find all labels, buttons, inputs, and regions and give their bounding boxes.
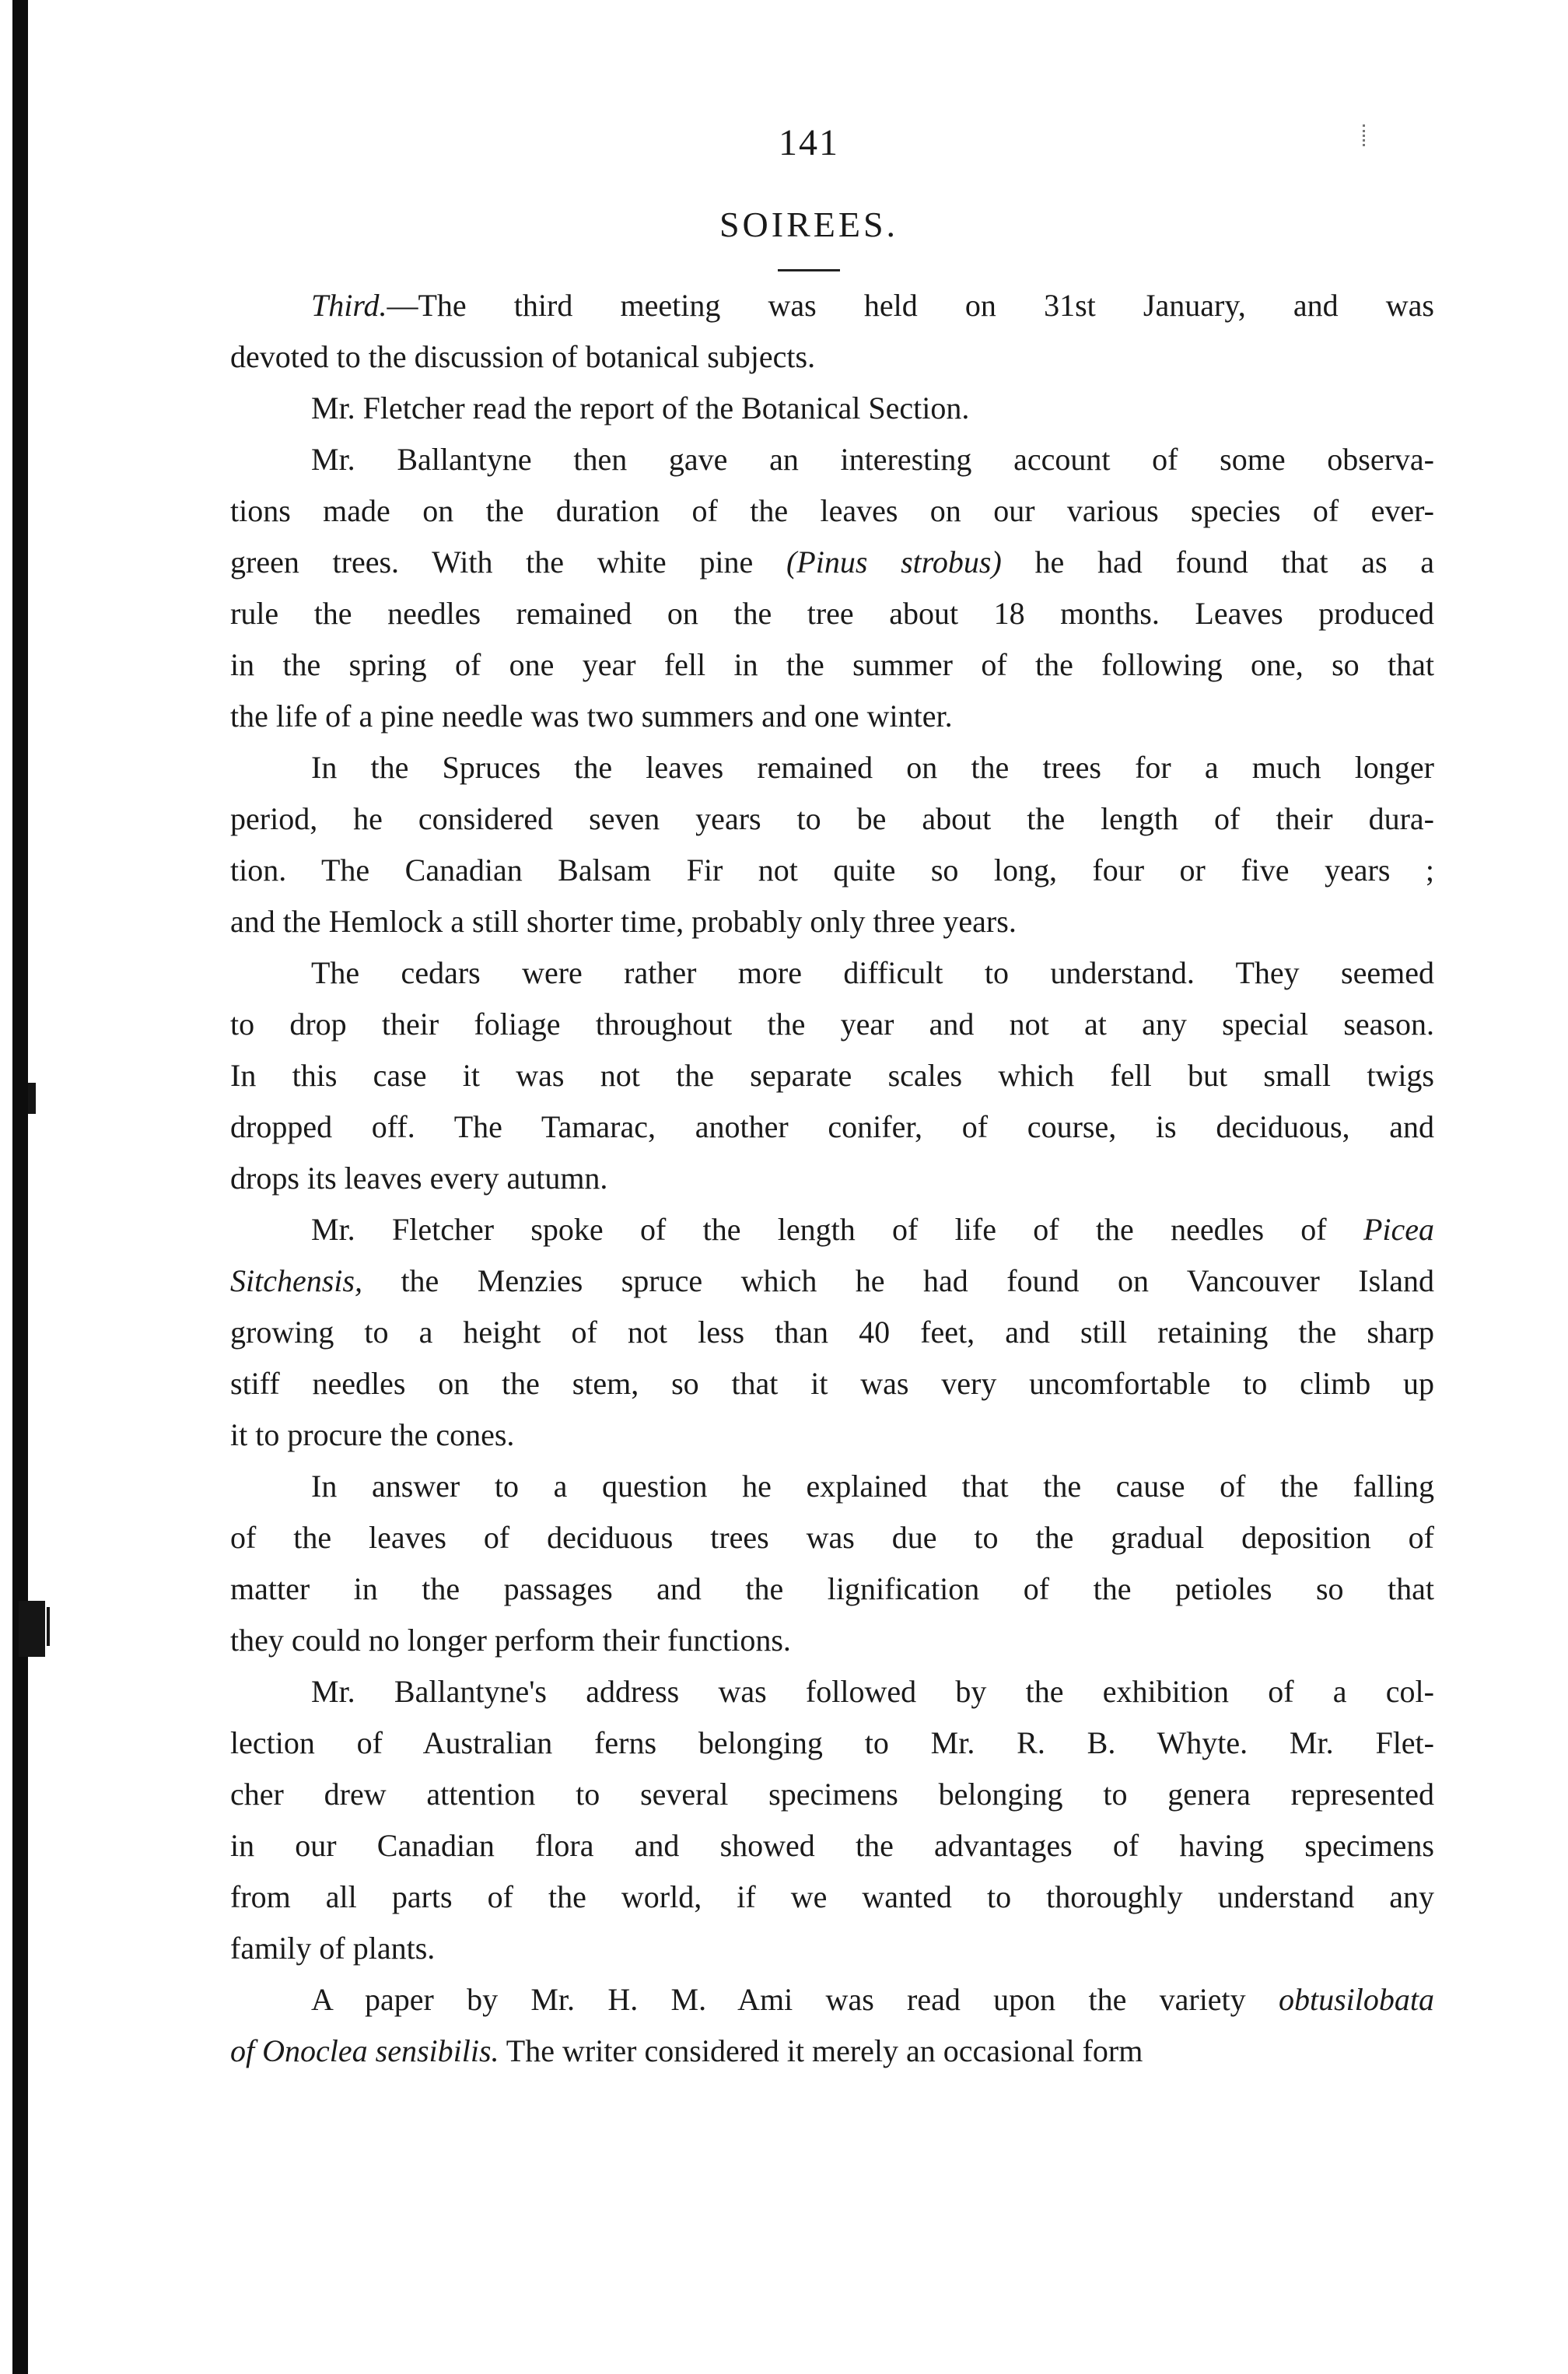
text-line bbox=[230, 1358, 1434, 1409]
text-line bbox=[230, 1153, 1434, 1204]
text-line bbox=[230, 1666, 1434, 1717]
paragraph bbox=[230, 280, 1434, 383]
scan-edge-mark bbox=[28, 1083, 36, 1114]
italic-text: Sitchensis, bbox=[230, 1263, 362, 1298]
text-run: Mr. Ballantyne's address was followed by the exhibition of a col- bbox=[311, 1674, 1434, 1709]
text-line bbox=[230, 331, 1434, 383]
text-line bbox=[230, 434, 1434, 485]
text-line bbox=[230, 742, 1434, 793]
text-line bbox=[230, 383, 1434, 434]
text-run: they could no longer perform their functions. bbox=[230, 1623, 791, 1658]
italic-text: (Pinus strobus) bbox=[786, 544, 1002, 579]
text-run: tions made on the duration of the leaves on our various species of ever- bbox=[230, 493, 1434, 528]
text-run: The cedars were rather more difficult to understand. They seemed bbox=[311, 955, 1434, 990]
text-line bbox=[230, 691, 1434, 742]
text-run: tion. The Canadian Balsam Fir not quite so long, four or five years ; bbox=[230, 853, 1434, 888]
text-run: of the leaves of deciduous trees was due to the gradual deposition of bbox=[230, 1520, 1434, 1555]
text-line bbox=[230, 588, 1434, 639]
section-title: SOIREES. bbox=[719, 205, 899, 244]
page-number: 141 bbox=[779, 122, 839, 163]
text-run: Mr. Fletcher spoke of the length of life of the needles of bbox=[311, 1212, 1363, 1247]
paragraph bbox=[230, 434, 1434, 742]
text-line bbox=[230, 1050, 1434, 1101]
text-run: the life of a pine needle was two summers and one winter. bbox=[230, 699, 953, 734]
text-run: —The third meeting was held on 31st January, and was bbox=[387, 288, 1434, 323]
text-run: in the spring of one year fell in the summer of the following one, so that bbox=[230, 647, 1434, 682]
text-line bbox=[230, 1204, 1434, 1255]
text-run: devoted to the discussion of botanical subjects. bbox=[230, 339, 816, 374]
text-run: rule the needles remained on the tree about 18 months. Leaves produced bbox=[230, 596, 1434, 631]
text-line bbox=[230, 1974, 1434, 2026]
text-run: lection of Australian ferns belonging to Mr. R. B. Whyte. Mr. Flet- bbox=[230, 1725, 1434, 1760]
stray-mark bbox=[1363, 124, 1368, 146]
text-line bbox=[230, 1563, 1434, 1615]
text-line bbox=[230, 1717, 1434, 1769]
text-line bbox=[230, 1101, 1434, 1153]
paragraph bbox=[230, 947, 1434, 1204]
text-run: A paper by Mr. H. M. Ami was read upon the variety bbox=[311, 1982, 1279, 2017]
text-run: and the Hemlock a still shorter time, probably only three years. bbox=[230, 904, 1017, 939]
paragraph bbox=[230, 383, 1434, 434]
italic-text: obtusilobata bbox=[1278, 1982, 1434, 2017]
text-run: In the Spruces the leaves remained on the trees for a much longer bbox=[311, 750, 1434, 785]
paragraph bbox=[230, 1461, 1434, 1666]
text-line bbox=[230, 1769, 1434, 1820]
text-line bbox=[230, 1307, 1434, 1358]
text-run: drops its leaves every autumn. bbox=[230, 1161, 608, 1196]
italic-text: Picea bbox=[1363, 1212, 1434, 1247]
text-line bbox=[230, 1461, 1434, 1512]
text-run: family of plants. bbox=[230, 1931, 436, 1966]
body-text bbox=[230, 280, 1434, 2077]
text-run: In this case it was not the separate scales which fell but small twigs bbox=[230, 1058, 1434, 1093]
text-line bbox=[230, 896, 1434, 947]
text-line bbox=[230, 1409, 1434, 1461]
text-line bbox=[230, 537, 1434, 588]
text-line bbox=[230, 1255, 1434, 1307]
text-run: Mr. Ballantyne then gave an interesting account of some observa- bbox=[311, 442, 1434, 477]
text-line bbox=[230, 793, 1434, 845]
text-run: cher drew attention to several specimens belonging to genera represented bbox=[230, 1777, 1434, 1812]
text-run: growing to a height of not less than 40 feet, and still retaining the sharp bbox=[230, 1315, 1434, 1350]
text-run: dropped off. The Tamarac, another conifer, of course, is deciduous, and bbox=[230, 1109, 1434, 1144]
paragraph bbox=[230, 1666, 1434, 1974]
paragraph bbox=[230, 1204, 1434, 1461]
text-run: green trees. With the white pine bbox=[230, 544, 786, 579]
italic-text: Third. bbox=[311, 288, 387, 323]
text-line bbox=[230, 639, 1434, 691]
text-run: the Menzies spruce which he had found on Vancouver Island bbox=[362, 1263, 1434, 1298]
text-run: stiff needles on the stem, so that it was very uncomfortable to climb up bbox=[230, 1366, 1434, 1401]
text-line bbox=[230, 1820, 1434, 1872]
text-run: period, he considered seven years to be about the length of their dura- bbox=[230, 801, 1434, 836]
text-run: In answer to a question he explained that the cause of the falling bbox=[311, 1469, 1434, 1504]
text-run: he had found that as a bbox=[1001, 544, 1434, 579]
italic-text: of Onoclea sensibilis. bbox=[230, 2033, 499, 2068]
text-run: Mr. Fletcher read the report of the Botanical Section. bbox=[311, 390, 970, 425]
scan-edge-mark bbox=[19, 1601, 45, 1657]
text-run: from all parts of the world, if we wanted to thoroughly understand any bbox=[230, 1879, 1434, 1914]
text-line bbox=[230, 1615, 1434, 1666]
text-line bbox=[230, 1512, 1434, 1563]
text-run: The writer considered it merely an occasional form bbox=[499, 2033, 1143, 2068]
paragraph bbox=[230, 1974, 1434, 2077]
text-line bbox=[230, 947, 1434, 999]
text-run: in our Canadian flora and showed the advantages of having specimens bbox=[230, 1828, 1434, 1863]
text-line bbox=[230, 1923, 1434, 1974]
text-line bbox=[230, 999, 1434, 1050]
title-rule bbox=[778, 269, 840, 271]
text-line bbox=[230, 485, 1434, 537]
text-run: it to procure the cones. bbox=[230, 1417, 515, 1452]
scan-edge-bar bbox=[12, 0, 28, 2374]
text-line bbox=[230, 2026, 1434, 2077]
text-line bbox=[230, 280, 1434, 331]
text-run: matter in the passages and the lignification of the petioles so that bbox=[230, 1571, 1434, 1606]
text-run: to drop their foliage throughout the year and not at any special season. bbox=[230, 1007, 1434, 1042]
text-line bbox=[230, 1872, 1434, 1923]
paragraph bbox=[230, 742, 1434, 947]
scan-edge-mark bbox=[47, 1607, 50, 1646]
text-line bbox=[230, 845, 1434, 896]
